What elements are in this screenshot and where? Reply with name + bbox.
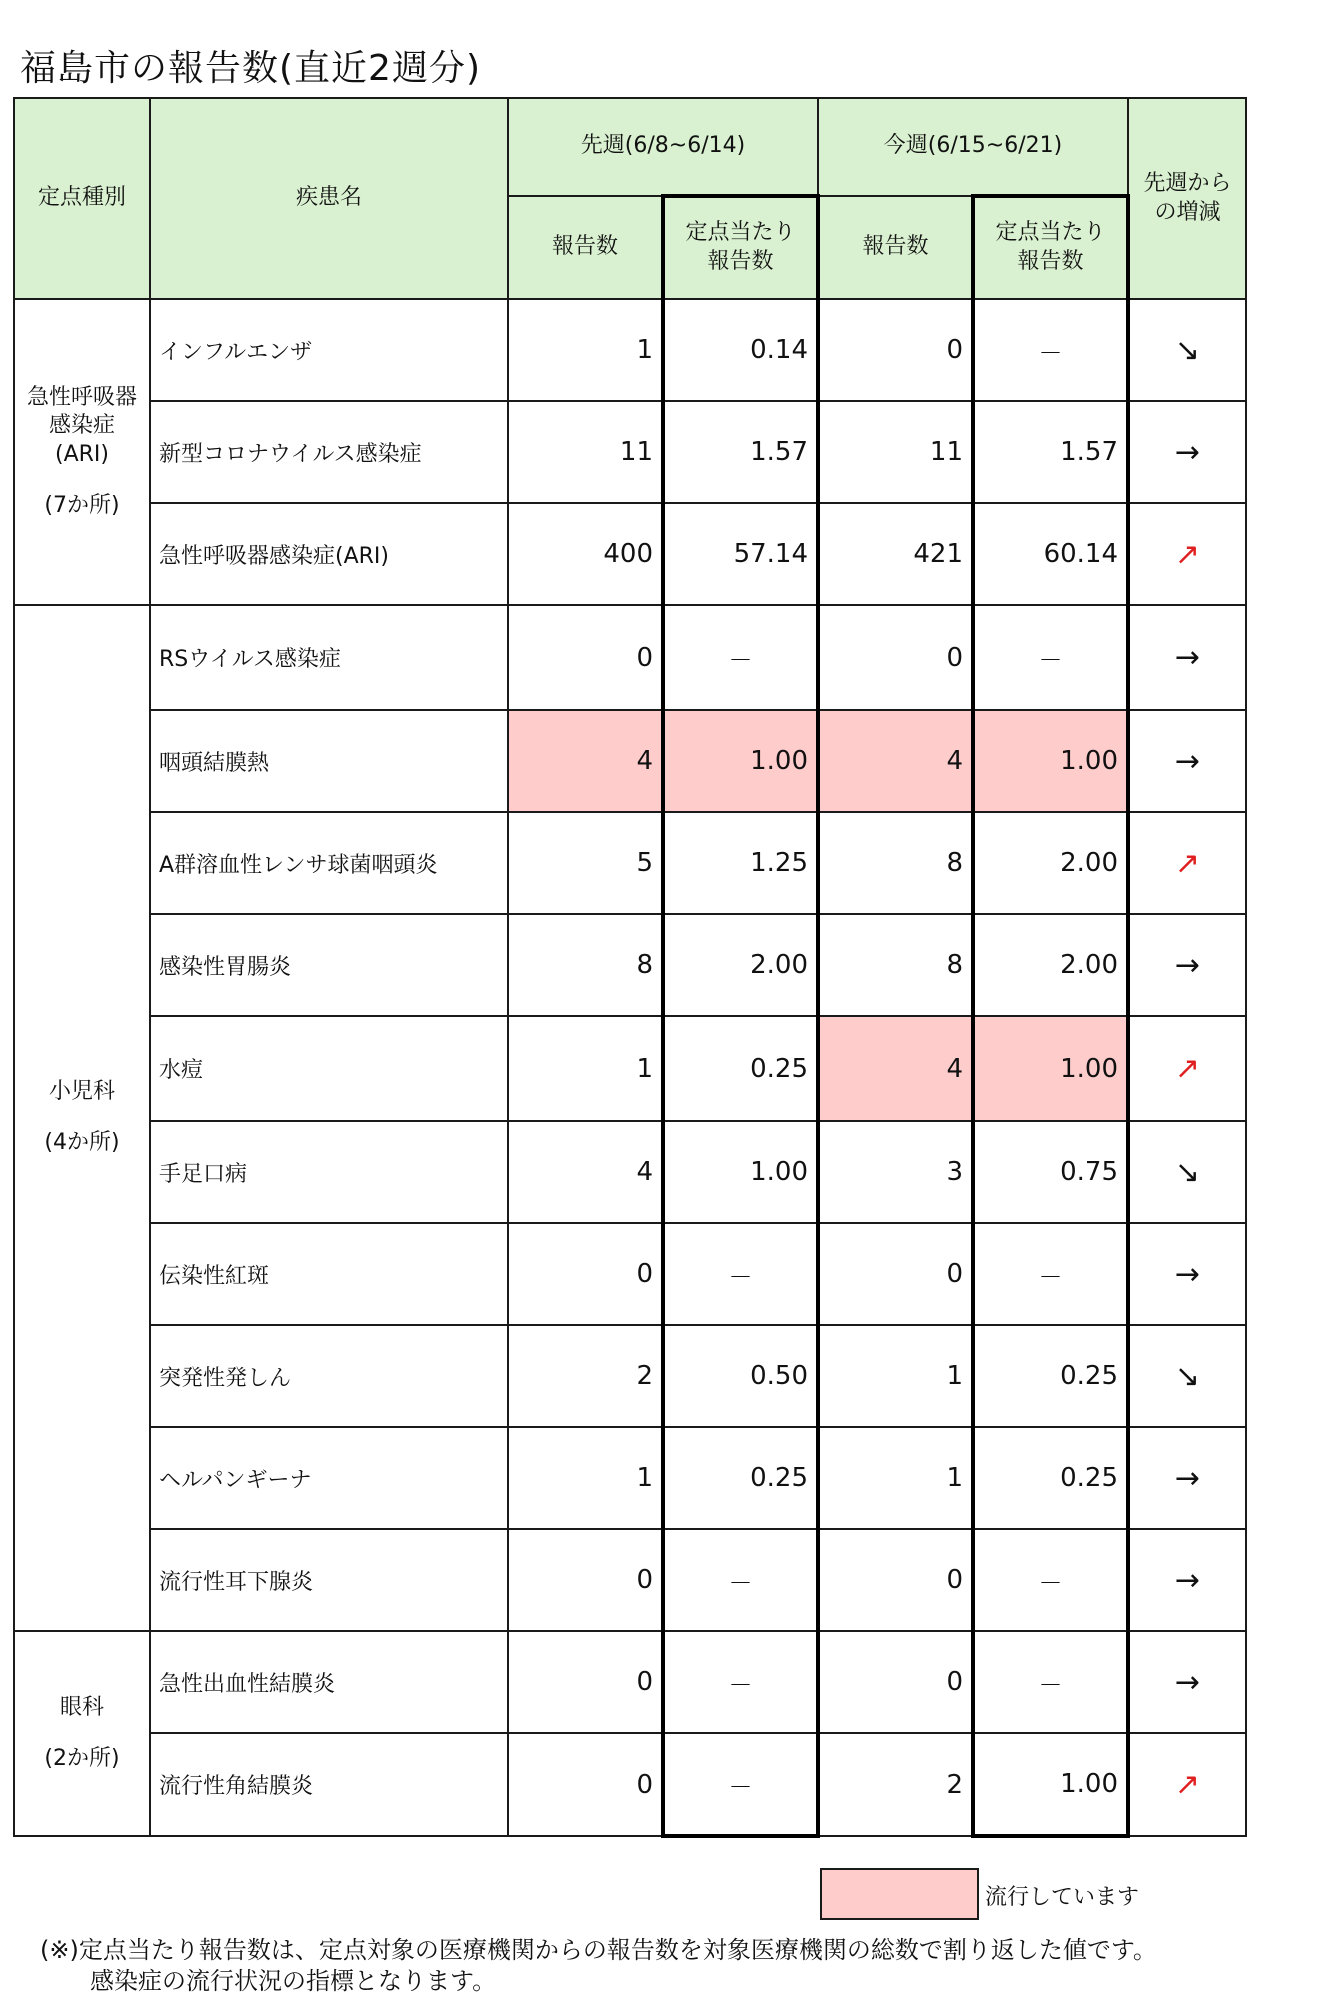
tw-rate: 0.25 <box>973 1427 1128 1529</box>
tw-count: 0 <box>818 1631 973 1733</box>
disease-name: 咽頭結膜熱 <box>150 710 508 812</box>
tw-rate: － <box>973 1529 1128 1631</box>
tw-rate: 1.00 <box>973 1733 1128 1836</box>
table-row <box>14 503 1246 605</box>
tw-rate: 1.00 <box>973 1016 1128 1121</box>
table-row <box>14 1325 1246 1427</box>
category-label: 小児科 <box>48 1079 115 1105</box>
trend-up-icon: ↗ <box>1128 1016 1246 1121</box>
lw-rate: 1.25 <box>663 812 818 914</box>
lw-count: 4 <box>508 1121 663 1223</box>
table-row <box>14 710 1246 812</box>
lw-rate: 0.50 <box>663 1325 818 1427</box>
category-pediatrics <box>14 605 150 1631</box>
lw-rate: 0.14 <box>663 299 818 401</box>
category-ari <box>14 299 150 605</box>
lw-rate: 1.00 <box>663 1121 818 1223</box>
lw-rate: － <box>663 1631 818 1733</box>
table-row <box>14 1529 1246 1631</box>
lw-rate: 0.25 <box>663 1016 818 1121</box>
table-row <box>14 1223 1246 1325</box>
disease-name: 新型コロナウイルス感染症 <box>150 401 508 503</box>
footnote-line2: 感染症の流行状況の指標となります。 <box>90 1967 497 1996</box>
trend-flat-icon: → <box>1128 1631 1246 1733</box>
table-row <box>14 812 1246 914</box>
table-row <box>14 605 1246 710</box>
table-row <box>14 1631 1246 1733</box>
tw-rate: 1.57 <box>973 401 1128 503</box>
tw-count: 4 <box>818 1016 973 1121</box>
trend-flat-icon: → <box>1128 401 1246 503</box>
tw-count: 0 <box>818 605 973 710</box>
tw-rate: 60.14 <box>973 503 1128 605</box>
category-ophthalmology <box>14 1631 150 1836</box>
header-tw-count: 報告数 <box>818 196 973 299</box>
category-sites: (4か所) <box>44 1130 120 1155</box>
disease-name: インフルエンザ <box>150 299 508 401</box>
tw-count: 8 <box>818 914 973 1016</box>
disease-name: 突発性発しん <box>150 1325 508 1427</box>
legend-label: 流行しています <box>985 1885 1140 1910</box>
tw-count: 3 <box>818 1121 973 1223</box>
header-tw-rate-line1: 定点当たり <box>995 220 1106 246</box>
header-change-line2: の増減 <box>1154 199 1221 225</box>
lw-count: 4 <box>508 710 663 812</box>
header-lw-rate <box>663 196 818 299</box>
disease-name: 感染性胃腸炎 <box>150 914 508 1016</box>
lw-count: 0 <box>508 1733 663 1836</box>
tw-rate: 0.25 <box>973 1325 1128 1427</box>
header-change <box>1128 98 1246 299</box>
disease-name: ヘルパンギーナ <box>150 1427 508 1529</box>
lw-count: 0 <box>508 1223 663 1325</box>
table-row <box>14 1427 1246 1529</box>
disease-name: RSウイルス感染症 <box>150 605 508 710</box>
tw-rate: 2.00 <box>973 914 1128 1016</box>
trend-up-icon: ↗ <box>1128 503 1246 605</box>
lw-rate: － <box>663 1733 818 1836</box>
header-tw-rate-line2: 報告数 <box>1017 249 1084 274</box>
legend-swatch <box>820 1868 979 1920</box>
header-change-line1: 先週から <box>1143 170 1232 196</box>
trend-down-icon: ↘ <box>1128 299 1246 401</box>
lw-rate: 0.25 <box>663 1427 818 1529</box>
disease-name: A群溶血性レンサ球菌咽頭炎 <box>150 812 508 914</box>
tw-rate: － <box>973 605 1128 710</box>
disease-name: 急性呼吸器感染症(ARI) <box>150 503 508 605</box>
lw-count: 5 <box>508 812 663 914</box>
table-row <box>14 1016 1246 1121</box>
tw-rate: － <box>973 1223 1128 1325</box>
tw-count: 1 <box>818 1427 973 1529</box>
header-lw-rate-line2: 報告数 <box>707 249 774 274</box>
tw-count: 8 <box>818 812 973 914</box>
tw-count: 421 <box>818 503 973 605</box>
tw-rate: 2.00 <box>973 812 1128 914</box>
table-row <box>14 401 1246 503</box>
category-sites: (2か所) <box>44 1745 120 1771</box>
lw-count: 1 <box>508 1016 663 1121</box>
table-row <box>14 914 1246 1016</box>
trend-up-icon: ↗ <box>1128 812 1246 914</box>
lw-count: 0 <box>508 1529 663 1631</box>
tw-count: 0 <box>818 1529 973 1631</box>
disease-name: 伝染性紅斑 <box>150 1223 508 1325</box>
tw-rate: 0.75 <box>973 1121 1128 1223</box>
lw-count: 400 <box>508 503 663 605</box>
trend-flat-icon: → <box>1128 605 1246 710</box>
header-lw-count: 報告数 <box>508 196 663 299</box>
tw-rate: 1.00 <box>973 710 1128 812</box>
category-sites: (7か所) <box>44 492 120 518</box>
lw-rate: 1.57 <box>663 401 818 503</box>
lw-count: 1 <box>508 299 663 401</box>
page-title: 福島市の報告数(直近2週分) <box>20 48 481 89</box>
disease-name: 流行性角結膜炎 <box>150 1733 508 1836</box>
report-table <box>13 97 1247 1838</box>
disease-name: 急性出血性結膜炎 <box>150 1631 508 1733</box>
trend-up-icon: ↗ <box>1128 1733 1246 1836</box>
lw-count: 11 <box>508 401 663 503</box>
lw-rate: 1.00 <box>663 710 818 812</box>
tw-count: 0 <box>818 1223 973 1325</box>
category-label: 眼科 <box>59 1694 104 1720</box>
disease-name: 流行性耳下腺炎 <box>150 1529 508 1631</box>
disease-name: 水痘 <box>150 1016 508 1121</box>
tw-count: 1 <box>818 1325 973 1427</box>
lw-count: 0 <box>508 605 663 710</box>
header-last-week: 先週(6/8~6/14) <box>508 98 818 196</box>
lw-rate: 2.00 <box>663 914 818 1016</box>
header-lw-rate-line1: 定点当たり <box>685 220 796 246</box>
tw-rate: － <box>973 299 1128 401</box>
tw-count: 0 <box>818 299 973 401</box>
lw-count: 0 <box>508 1631 663 1733</box>
lw-count: 8 <box>508 914 663 1016</box>
lw-rate: － <box>663 1529 818 1631</box>
header-tw-rate <box>973 196 1128 299</box>
footnote-line1: (※)定点当たり報告数は、定点対象の医療機関からの報告数を対象医療機関の総数で割り返した値です。 <box>40 1936 1157 1964</box>
table-row <box>14 299 1246 401</box>
tw-count: 4 <box>818 710 973 812</box>
tw-count: 11 <box>818 401 973 503</box>
disease-name: 手足口病 <box>150 1121 508 1223</box>
category-label: (ARI) <box>55 442 109 467</box>
tw-rate: － <box>973 1631 1128 1733</box>
category-label: 急性呼吸器 <box>26 384 137 410</box>
trend-flat-icon: → <box>1128 1529 1246 1631</box>
category-label: 感染症 <box>48 413 115 439</box>
header-category: 定点種別 <box>14 98 150 299</box>
trend-down-icon: ↘ <box>1128 1325 1246 1427</box>
lw-rate: 57.14 <box>663 503 818 605</box>
lw-rate: － <box>663 1223 818 1325</box>
trend-flat-icon: → <box>1128 1427 1246 1529</box>
lw-count: 1 <box>508 1427 663 1529</box>
trend-flat-icon: → <box>1128 1223 1246 1325</box>
header-disease: 疾患名 <box>150 98 508 299</box>
table-row <box>14 1733 1246 1836</box>
lw-count: 2 <box>508 1325 663 1427</box>
header-this-week: 今週(6/15~6/21) <box>818 98 1128 196</box>
footnote <box>40 1935 1157 1997</box>
table-row <box>14 1121 1246 1223</box>
trend-flat-icon: → <box>1128 914 1246 1016</box>
trend-down-icon: ↘ <box>1128 1121 1246 1223</box>
tw-count: 2 <box>818 1733 973 1836</box>
lw-rate: － <box>663 605 818 710</box>
trend-flat-icon: → <box>1128 710 1246 812</box>
